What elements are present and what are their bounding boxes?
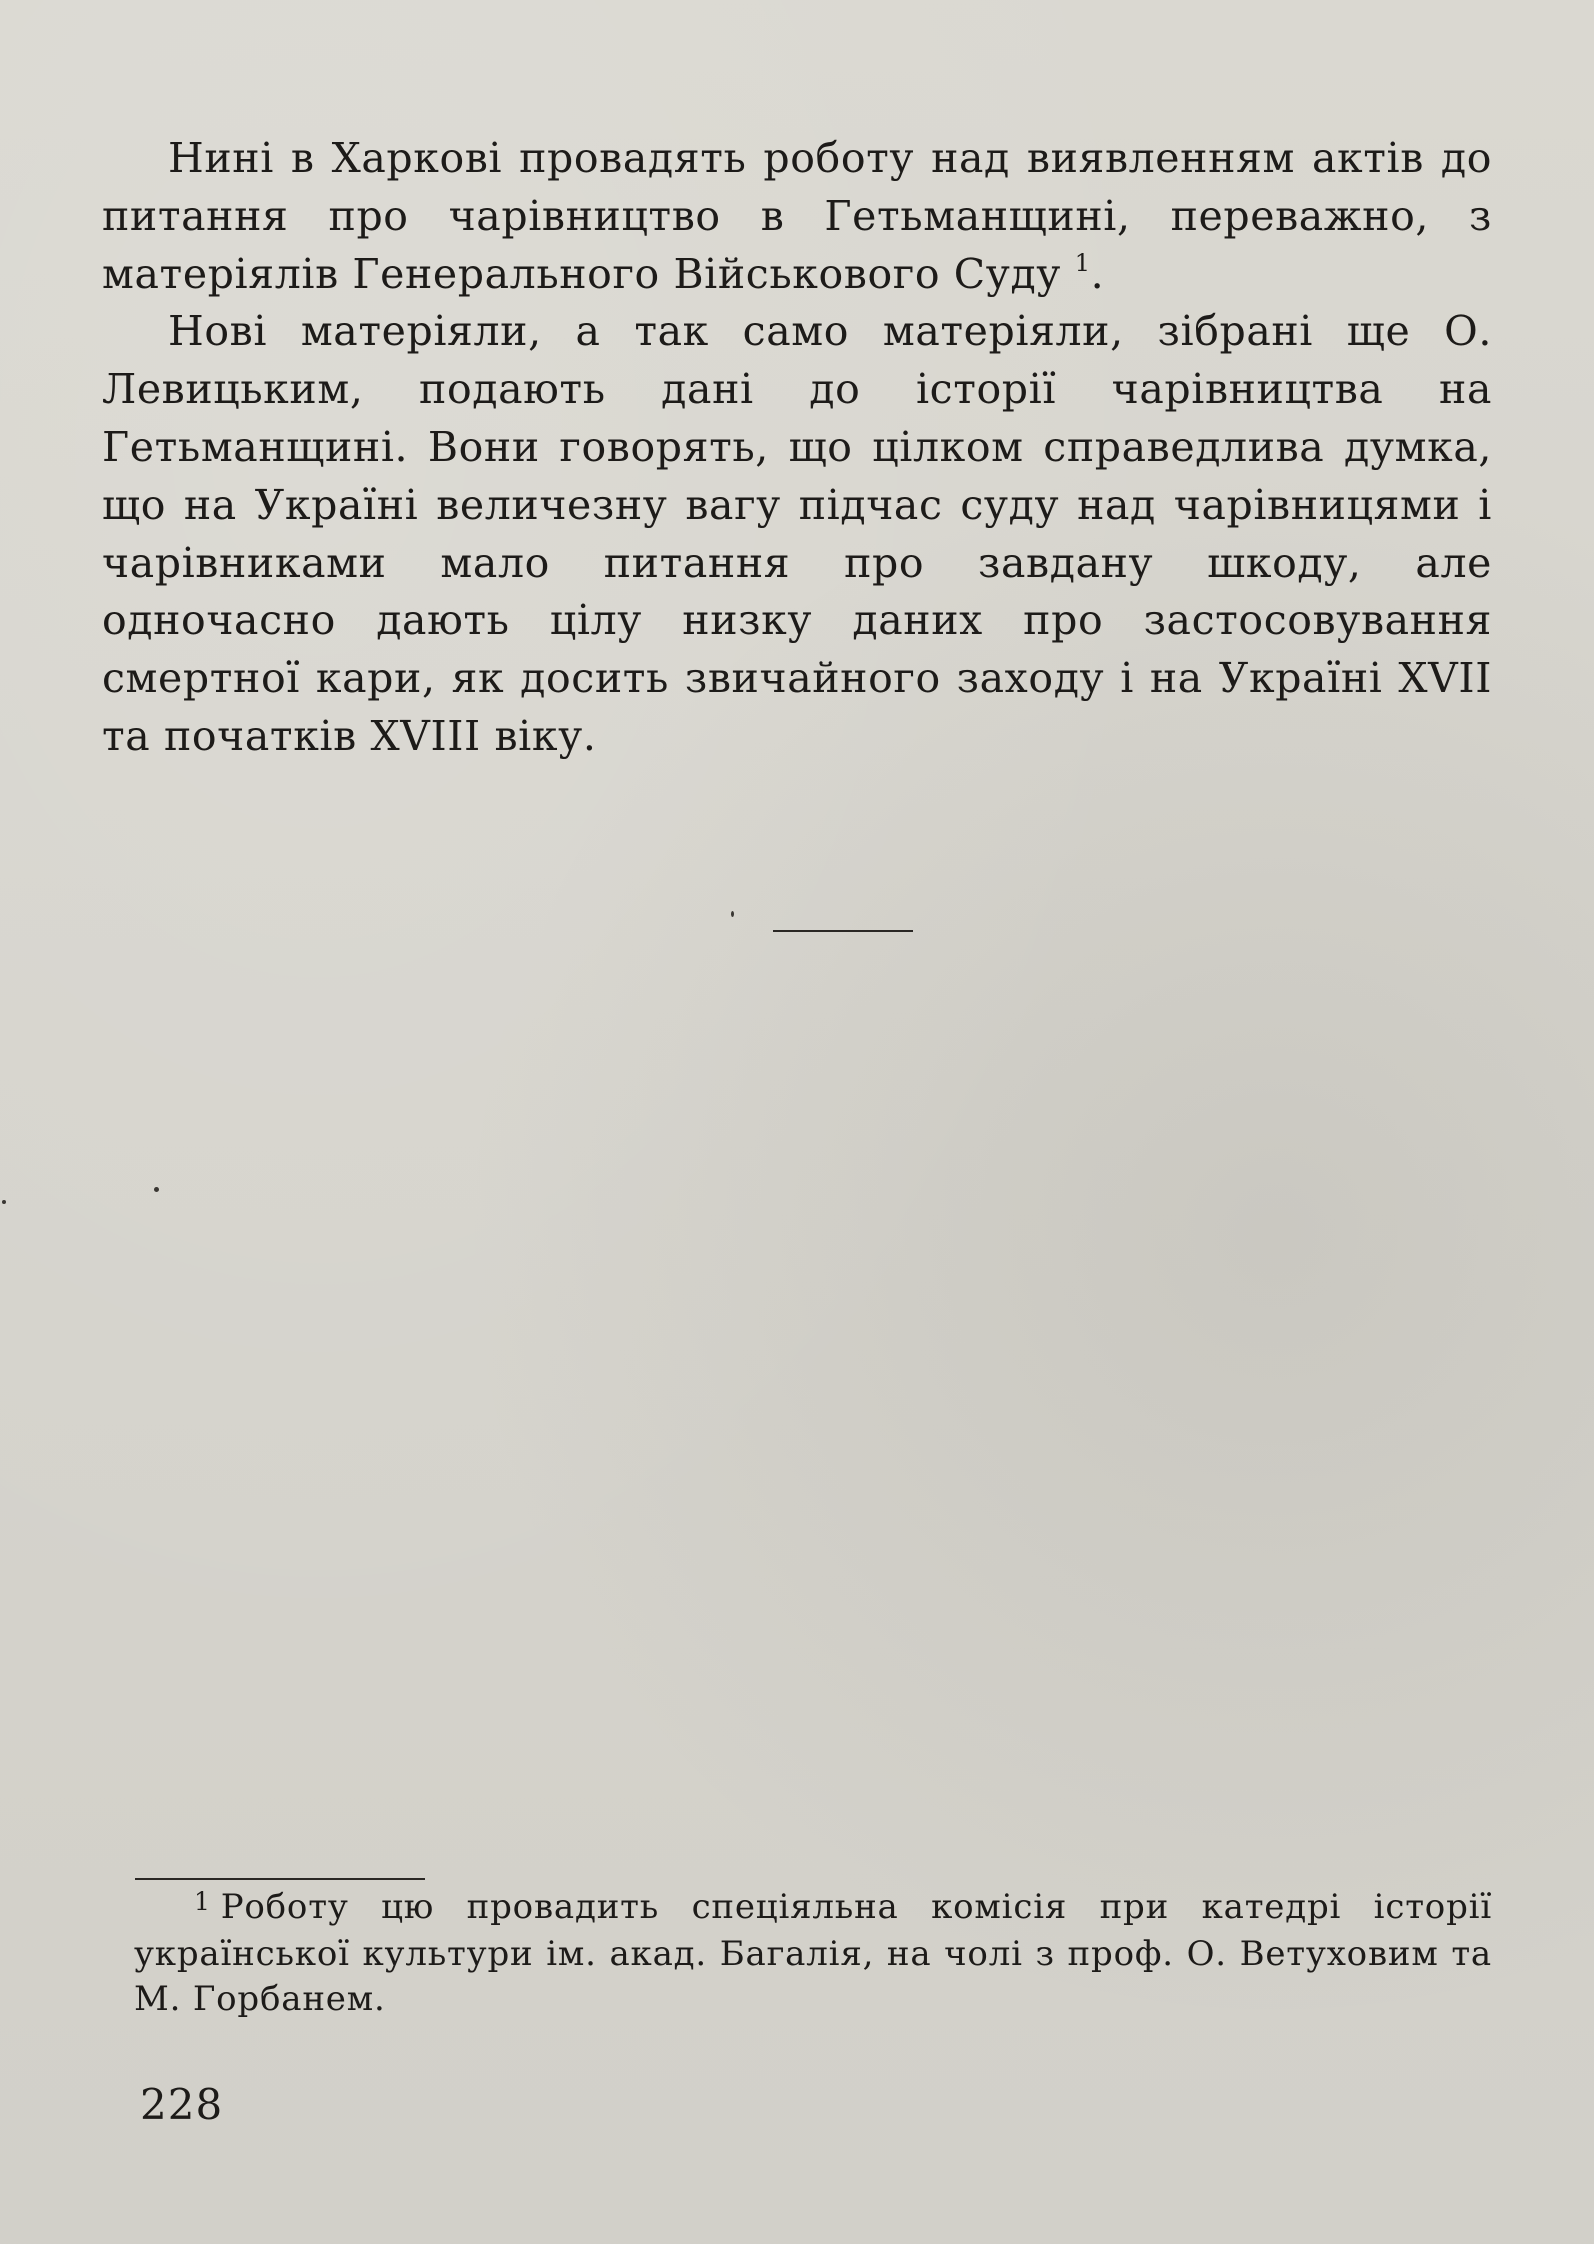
paper-speck	[731, 911, 734, 917]
paper-speck	[154, 1187, 159, 1192]
paragraph-1-trailing: .	[1090, 249, 1105, 298]
footnote-text: Роботу цю провадить спеціяльна комісія при катедрі історії української культури ім. акад. Багалія, на чолі з проф. О. Ветуховим та М. Горбанем.	[134, 1887, 1492, 2019]
footnote	[134, 1885, 1492, 2022]
page-number: 228	[140, 2080, 224, 2129]
main-text	[102, 130, 1492, 766]
section-divider	[773, 930, 913, 932]
paragraph-2: Нові матеріяли, а так само матеріяли, зібрані ще О. Левицьким, подають дані до історії чарівництва на Гетьманщині. Вони говорять, що цілком справедлива думка, що на Україні величезну вагу підчас суду над чарівницями і чарівниками мало питання про завдану шкоду, але одночасно дають цілу низку даних про застосовування смертної кари, як досить звичайного заходу і на Україні XVII та початків XVIII віку.	[102, 307, 1492, 760]
paper-speck	[2, 1200, 6, 1204]
paragraph-1-text: Нині в Харкові провадять роботу над виявленням актів до питання про чарівництво в Гетьманщині, переважно, з матеріялів Генерального Військового Суду	[102, 134, 1492, 298]
footnote-marker: 1	[194, 1887, 211, 1916]
footnote-reference: 1	[1074, 248, 1091, 277]
paragraph-1	[102, 130, 1492, 303]
footnote-divider	[135, 1878, 425, 1880]
